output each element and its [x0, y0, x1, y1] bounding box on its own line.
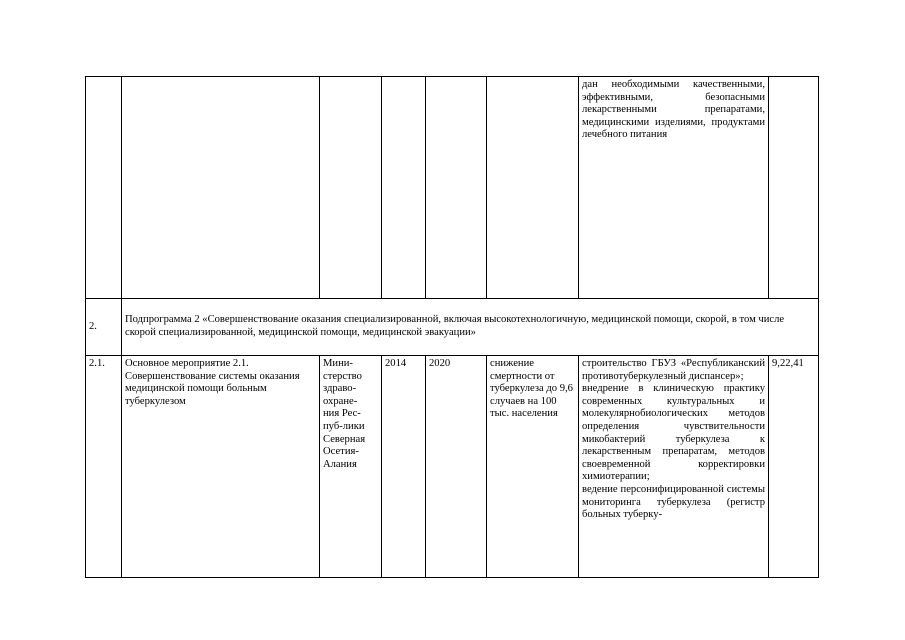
activity-name: Основное мероприятие 2.1. Совершенствование системы оказания медицинской помощи больным туберкулезом: [122, 356, 320, 578]
activity-end-year: 2020: [426, 356, 487, 578]
cell-indicators: [769, 77, 819, 299]
subprogram-number: 2.: [86, 299, 122, 356]
cell-number: [86, 77, 122, 299]
cell-start-year: [382, 77, 426, 299]
table-row-subprogram: [86, 299, 819, 356]
cell-measures: дан необходимыми качественными, эффективными, безопасными лекарственными препаратами, медицинскими изделиями, продуктами лечебного питания: [579, 77, 769, 299]
activity-number: 2.1.: [86, 356, 122, 578]
activity-indicators: 9,22,41: [769, 356, 819, 578]
cell-result: [487, 77, 579, 299]
table-row-activity: [86, 356, 819, 578]
activity-executor: Мини- стерство здраво- охране- ния Рес- пуб-лики Северная Осетия- Алания: [320, 356, 382, 578]
cell-end-year: [426, 77, 487, 299]
program-table: [85, 76, 819, 578]
subprogram-title: Подпрограмма 2 «Совершенствование оказания специализированной, включая высокотехнологичную, медицинской помощи, скорой, в том числе скорой специализированной, медицинской помощи, медицинской эвакуации»: [122, 299, 819, 356]
cell-name: [122, 77, 320, 299]
activity-start-year: 2014: [382, 356, 426, 578]
cell-executor: [320, 77, 382, 299]
table-row-continuation: [86, 77, 819, 299]
activity-measures: строительство ГБУЗ «Республиканский противотуберкулезный диспансер»; внедрение в клиническую практику современных культуральных и молекулярнобиологических методов определения чувствительности микобактерий туберкулеза к лекарственным препаратам, методов своевременной корректировки химиотерапии; ведение персонифицированной системы мониторинга туберкулеза (регистр больных туберку-: [579, 356, 769, 578]
activity-result: снижение смертности от туберкулеза до 9,6 случаев на 100 тыс. населения: [487, 356, 579, 578]
